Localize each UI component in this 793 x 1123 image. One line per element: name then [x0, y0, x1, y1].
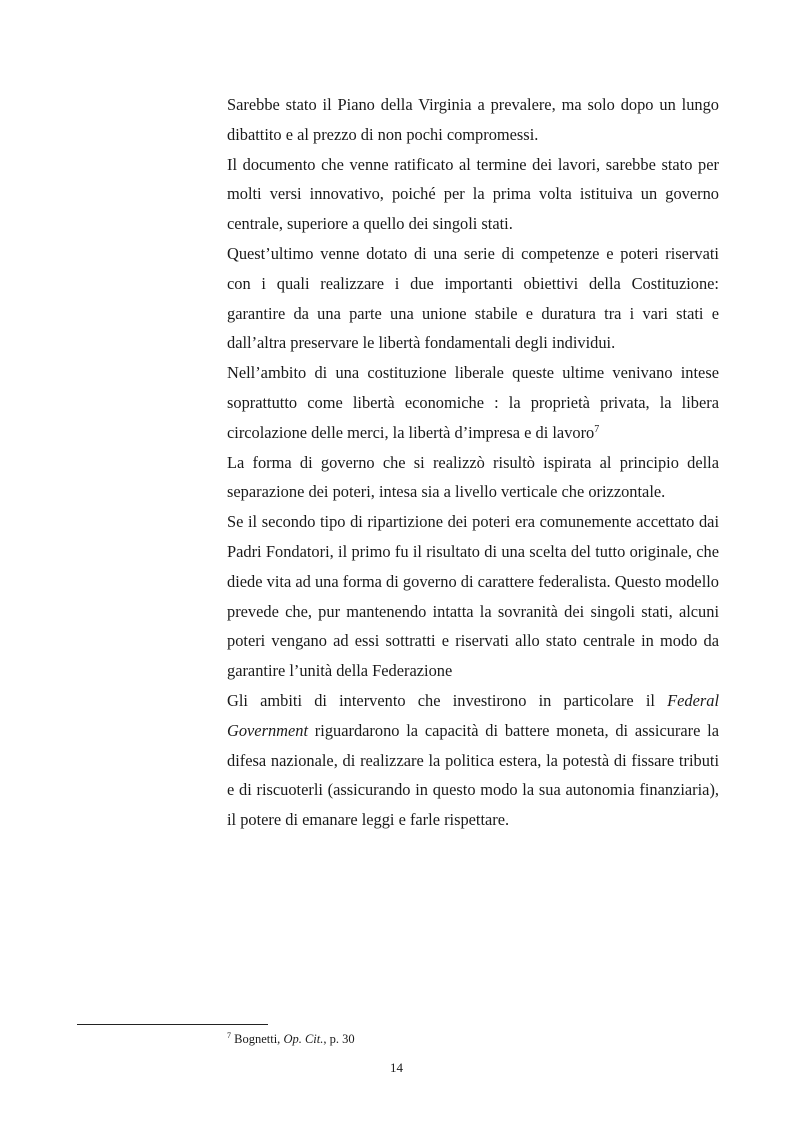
paragraph-7-italic: Federal Government	[227, 690, 719, 740]
paragraph-7-before: Gli ambiti di intervento che investirono in particolare il	[227, 690, 668, 710]
paragraph-5: La forma di governo che si realizzò risultò ispirata al principio della separazione dei poteri, intesa sia a livello verticale che orizzontale.	[227, 452, 719, 502]
paragraph-1: Sarebbe stato il Piano della Virginia a prevalere, ma solo dopo un lungo dibattito e al prezzo di non pochi compromessi.	[227, 95, 719, 144]
body-text	[227, 90, 719, 835]
page-number: 14	[390, 1060, 403, 1075]
paragraph-7	[227, 686, 719, 835]
footnote-mark: 7	[227, 1031, 231, 1040]
footnote-divider	[77, 1024, 268, 1025]
paragraph-3: Quest’ultimo venne dotato di una serie di competenze e poteri riservati con i quali realizzare i due importanti obiettivi della Costituzione: garantire da una parte una unione stabile e duratura tra i vari stati e dall’altra preservare le libertà fondamentali degli individui.	[227, 243, 719, 353]
footnote-rest: , p. 30	[323, 1032, 355, 1046]
paragraph-6: Se il secondo tipo di ripartizione dei poteri era comunemente accettato dai Padri Fondatori, il primo fu il risultato di una scelta del tutto originale, che diede vita ad una forma di governo di carattere federalista. Questo modello prevede che, pur mantenendo intatta la sovranità dei singoli stati, alcuni poteri vengano ad essi sottratti e riservati allo stato centrale in modo da garantire l’unità della Federazione	[227, 512, 719, 681]
paragraph-4	[227, 358, 719, 447]
footnote	[227, 1031, 355, 1047]
footnote-reference[interactable]: 7	[594, 423, 600, 435]
paragraph-4-text: Nell’ambito di una costituzione liberale queste ultime venivano intese soprattutto come libertà economiche : la proprietà privata, la libera circolazione delle merci, la libertà d’impresa e di lavoro	[227, 363, 719, 442]
footnote-author: Bognetti,	[231, 1032, 284, 1046]
paragraph-2: Il documento che venne ratificato al termine dei lavori, sarebbe stato per molti versi innovativo, poiché per la prima volta istituiva un governo centrale, superiore a quello dei singoli stati.	[227, 154, 719, 234]
paragraph-7-after: riguardarono la capacità di battere moneta, di assicurare la difesa nazionale, di realizzare la politica estera, la potestà di fissare tributi e di riscuoterli (assicurando in questo modo la sua autonomia finanziaria), il potere di emanare leggi e farle rispettare.	[227, 720, 719, 830]
footnote-work: Op. Cit.	[283, 1032, 324, 1046]
